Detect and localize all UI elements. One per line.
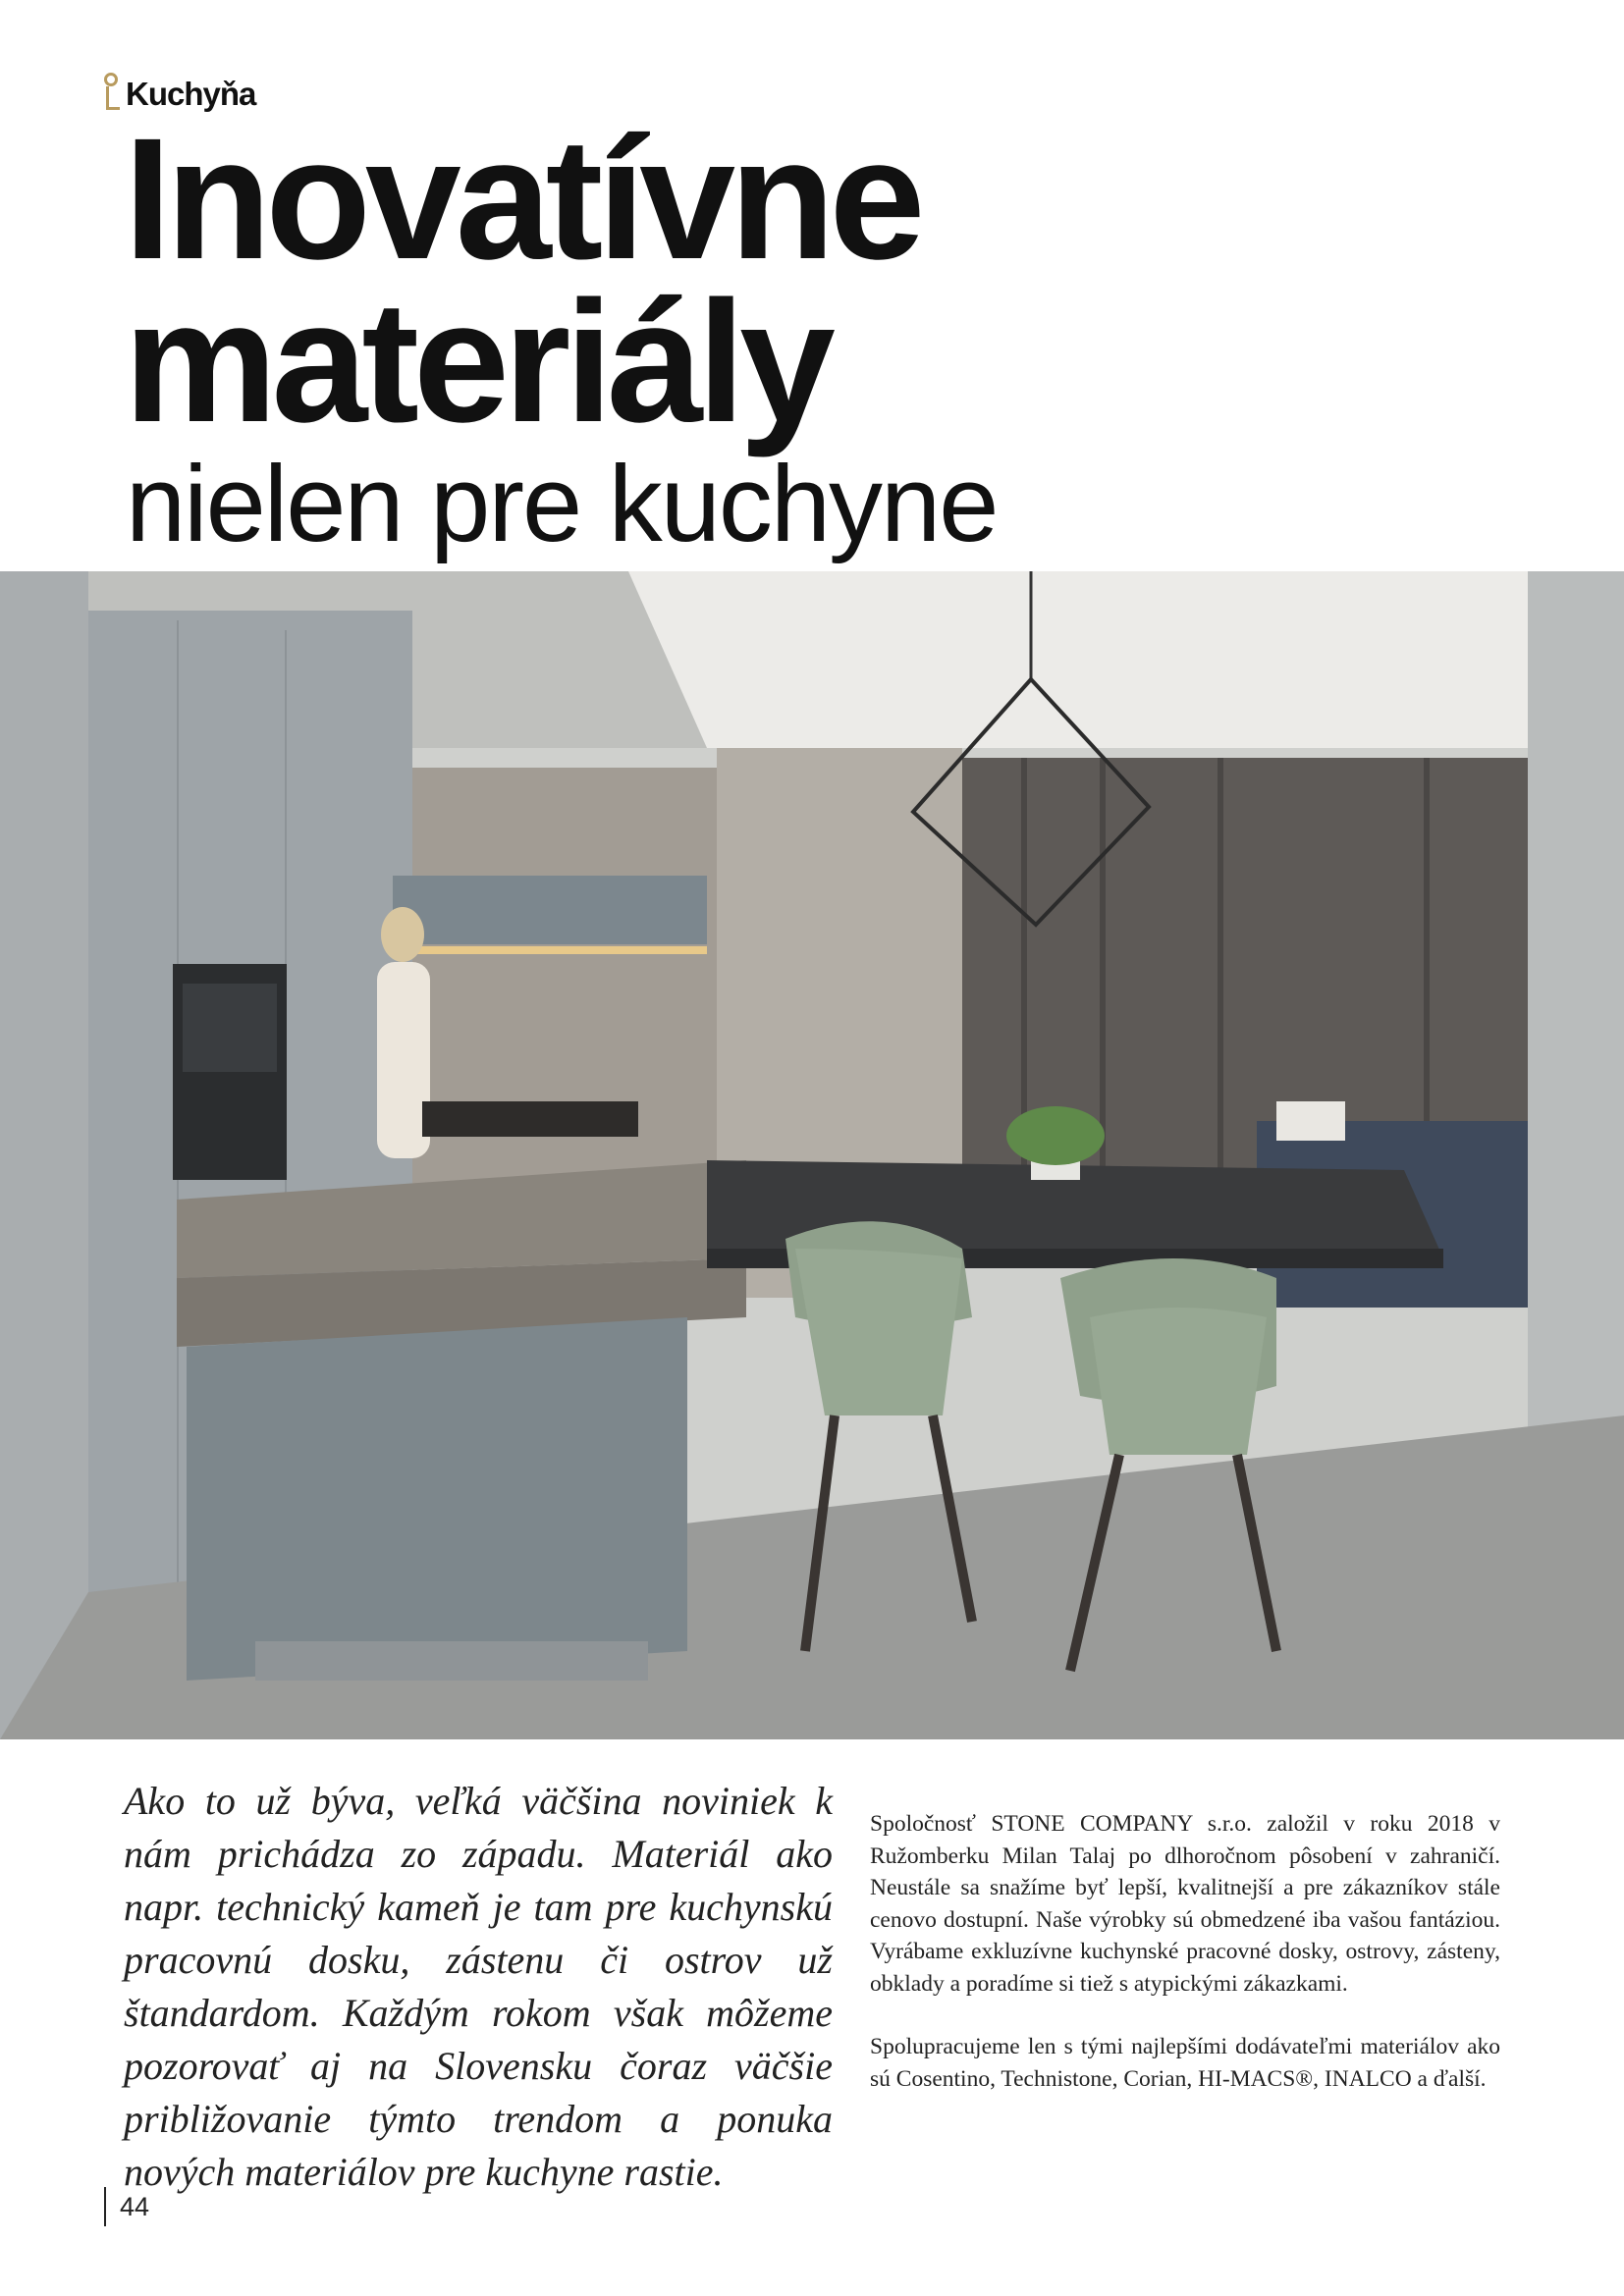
headline-line-2: materiály bbox=[124, 266, 830, 458]
page-number: 44 bbox=[120, 2191, 150, 2221]
kitchen-illustration bbox=[0, 571, 1624, 1739]
page-folio bbox=[104, 2187, 149, 2226]
kitchen-photo bbox=[0, 571, 1624, 1739]
body-paragraph-1: Spoločnosť STONE COMPANY s.r.o. založil v roku 2018 v Ružomberku Milan Talaj po dlhoročnom pôsobení v zahraničí. Neustále sa snažíme byť lepší, kvalitnejší a pre zákazníkov stále cenovo dostupní. Naše výrobky sú obmedzené iba vašou fantáziou. Vyrábame exkluzívne kuchynské pracovné dosky, ostrovy, zásteny, obklady a poradíme si tiež s atypickými zákazkami. bbox=[870, 1811, 1500, 1997]
headline bbox=[124, 103, 920, 458]
body-column bbox=[870, 1808, 1500, 2126]
section-label: Kuchyňa bbox=[126, 76, 256, 112]
folio-rule bbox=[104, 2187, 106, 2226]
section-logo-icon bbox=[102, 71, 124, 110]
headline-line-1: Inovatívne bbox=[124, 103, 920, 295]
body-paragraph-2: Spolupracujeme len s tými najlepšími dodávateľmi materiálov ako sú Cosentino, Technistone, Corian, HI-MACS®, INALCO a ďalší. bbox=[870, 2034, 1500, 2092]
lead-paragraph: Ako to už býva, veľká väčšina noviniek k nám prichádza zo západu. Materiál ako napr. technický kameň je tam pre kuchynskú pracovnú dosku, zástenu či ostrov už štandardom. Každým rokom však môžeme pozorovať aj na Slovensku čoraz väčšie približovanie týmto trendom a ponuka nových materiálov pre kuchyne rastie. bbox=[124, 1779, 833, 2194]
subtitle: nielen pre kuchyne bbox=[126, 444, 998, 564]
